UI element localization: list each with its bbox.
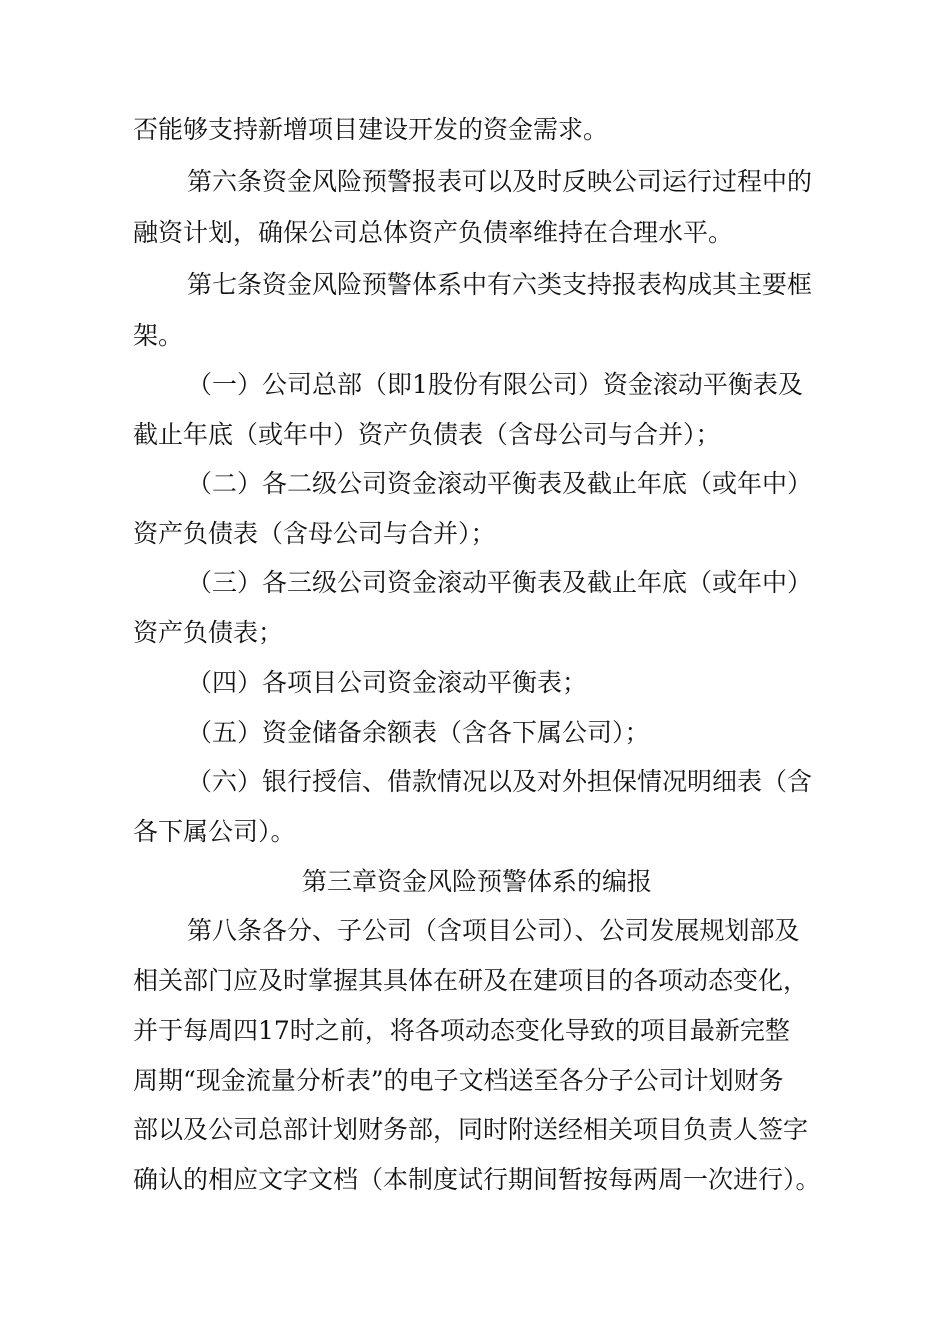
item-4-line-1: （四）各项目公司资金滚动平衡表； [187, 668, 588, 697]
item-3-line-2: 资产负债表； [133, 618, 284, 647]
item-6-line-1: （六）银行授信、借款情况以及对外担保情况明细表（含 [187, 767, 813, 796]
item-3-line-1: （三）各三级公司资金滚动平衡表及截止年底（或年中） [187, 568, 813, 597]
article-6-line-1: 第六条资金风险预警报表可以及时反映公司运行过程中的 [187, 167, 813, 196]
article-8-line-2: 相关部门应及时掌握其具体在研及在建项目的各项动态变化， [133, 966, 809, 995]
article-6-line-2: 融资计划，确保公司总体资产负债率维持在合理水平。 [133, 218, 734, 247]
item-2-line-2: 资产负债表（含母公司与合并）； [133, 519, 496, 548]
article-8-line-3: 并于每周四17时之前，将各项动态变化导致的项目最新完整 [133, 1016, 790, 1045]
chapter-heading: 第三章资金风险预警体系的编报 [302, 867, 653, 896]
item-1-line-1: （一）公司总部（即1股份有限公司）资金滚动平衡表及 [187, 370, 803, 399]
item-2-line-1: （二）各二级公司资金滚动平衡表及截止年底（或年中） [187, 469, 813, 498]
article-8-line-6: 确认的相应文字文档（本制度试行期间暂按每两周一次进行）。 [133, 1165, 821, 1194]
article-7-line-2: 架。 [133, 321, 184, 350]
article-7-line-1: 第七条资金风险预警体系中有六类支持报表构成其主要框 [187, 270, 813, 299]
article-8-line-4: 周期“现金流量分析表”的电子文档送至各分子公司计划财务 [133, 1066, 784, 1095]
article-8-line-5: 部以及公司总部计划财务部，同时附送经相关项目负责人签字 [133, 1115, 809, 1144]
item-6-line-2: 各下属公司）。 [133, 817, 296, 846]
item-1-line-2: 截止年底（或年中）资产负债表（含母公司与合并）； [133, 420, 721, 449]
text-line-1: 否能够支持新增项目建设开发的资金需求。 [133, 115, 609, 144]
article-8-line-1: 第八条各分、子公司（含项目公司）、公司发展规划部及 [187, 916, 800, 945]
item-5-line-1: （五）资金储备余额表（含各下属公司）； [187, 718, 650, 747]
